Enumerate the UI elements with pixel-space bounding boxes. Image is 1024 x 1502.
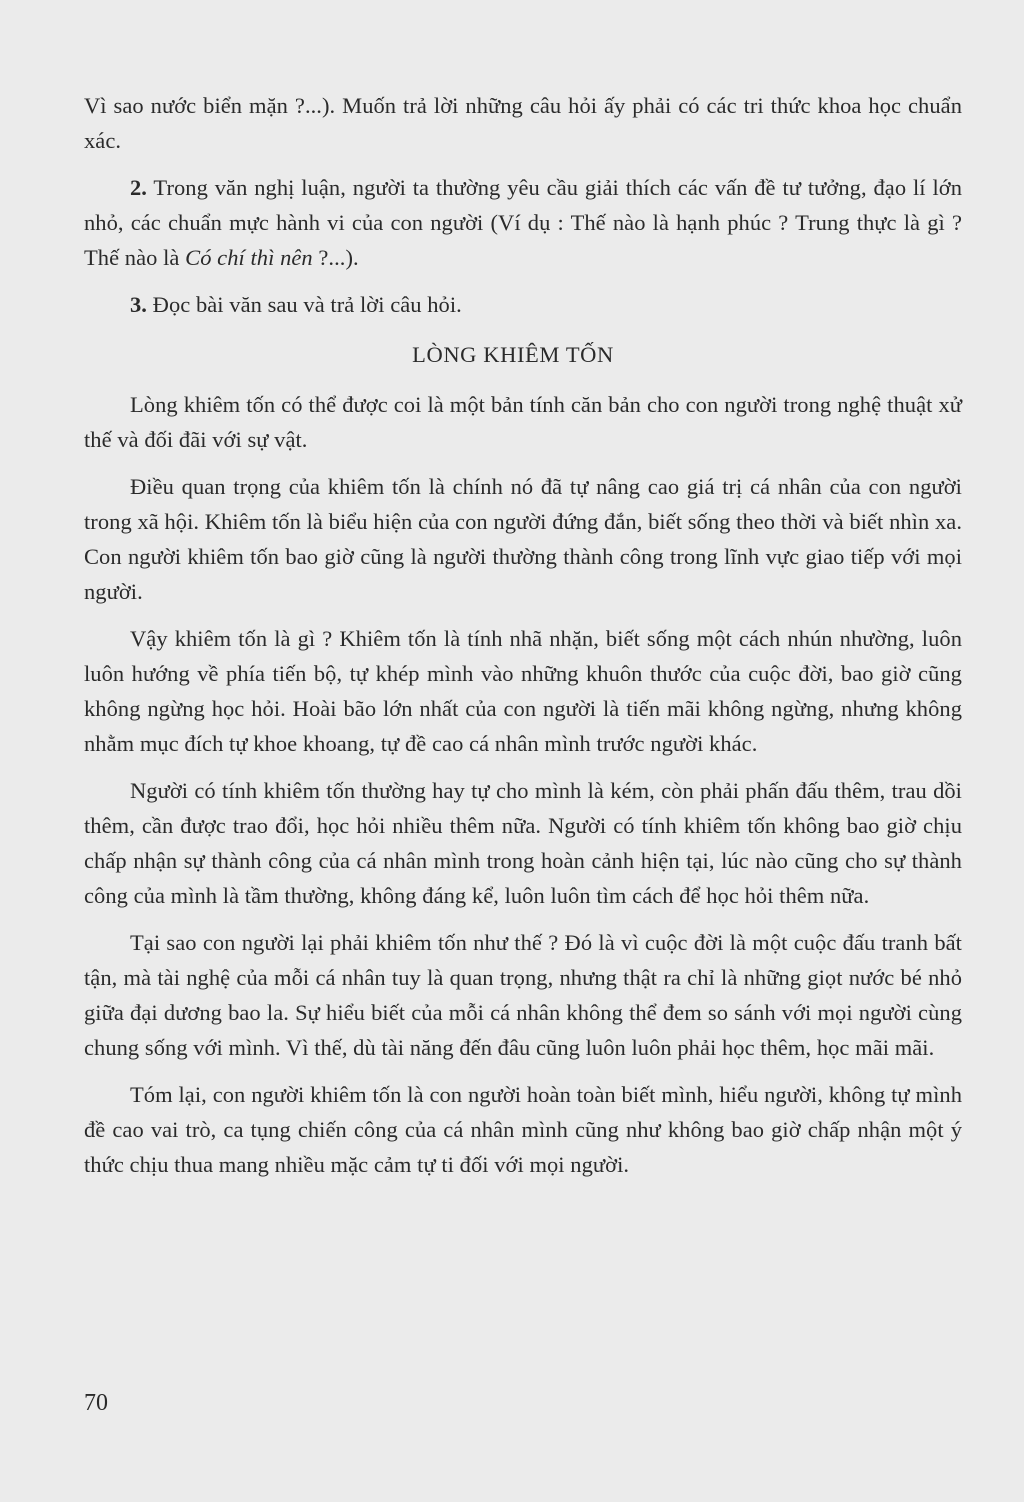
item-3-text: Đọc bài văn sau và trả lời câu hỏi. <box>146 292 462 317</box>
page-number: 70 <box>84 1390 108 1416</box>
essay-paragraph-2: Điều quan trọng của khiêm tốn là chính nó đã tự nâng cao giá trị cá nhân của con người trong xã hội. Khiêm tốn là biểu hiện của con người đứng đắn, biết sống theo thời và biết nhìn xa. Con người khiêm tốn bao giờ cũng là người thường thành công trong lĩnh vực giao tiếp với mọi người. <box>84 474 962 604</box>
item-3-number: 3. <box>130 292 147 317</box>
item-2-text-before: Trong văn nghị luận, người ta thường yêu cầu giải thích các vấn đề tư tưởng, đạo lí lớn nhỏ, các chuẩn mực hành vi của con người (Ví dụ : Thế nào là hạnh phúc ? Trung thực là gì ? Thế nào là <box>84 175 962 270</box>
essay-body <box>84 387 962 1182</box>
essay-paragraph-5: Tại sao con người lại phải khiêm tốn như thế ? Đó là vì cuộc đời là một cuộc đấu tranh bất tận, mà tài nghệ của mỗi cá nhân tuy là quan trọng, nhưng thật ra chỉ là những giọt nước bé nhỏ giữa đại dương bao la. Sự hiểu biết của mỗi cá nhân không thể đem so sánh với mọi người cùng chung sống với mình. Vì thế, dù tài năng đến đâu cũng luôn luôn phải học thêm, học mãi mãi. <box>84 930 962 1060</box>
exercise-item-3 <box>84 287 962 322</box>
item-2-text-after: ?...). <box>312 245 359 270</box>
essay-paragraph-1: Lòng khiêm tốn có thể được coi là một bản tính căn bản cho con người trong nghệ thuật xử thế và đối đãi với sự vật. <box>84 392 962 452</box>
essay-paragraph-3: Vậy khiêm tốn là gì ? Khiêm tốn là tính nhã nhặn, biết sống một cách nhún nhường, luôn luôn hướng về phía tiến bộ, tự khép mình vào những khuôn thước của cuộc đời, bao giờ cũng không ngừng học hỏi. Hoài bão lớn nhất của con người là tiến mãi không ngừng, nhưng không nhằm mục đích tự khoe khoang, tự đề cao cá nhân mình trước người khác. <box>84 626 962 756</box>
essay-title: LÒNG KHIÊM TỐN <box>412 342 614 367</box>
intro-paragraph: Vì sao nước biển mặn ?...). Muốn trả lời những câu hỏi ấy phải có các tri thức khoa học chuẩn xác. <box>84 93 962 153</box>
essay-paragraph-4: Người có tính khiêm tốn thường hay tự cho mình là kém, còn phải phấn đấu thêm, trau dồi thêm, cần được trao đổi, học hỏi nhiều thêm nữa. Người có tính khiêm tốn không bao giờ chịu chấp nhận sự thành công của cá nhân mình trong hoàn cảnh hiện tại, lúc nào cũng cho sự thành công của mình là tầm thường, không đáng kể, luôn luôn tìm cách để học hỏi thêm nữa. <box>84 778 962 908</box>
item-2-italic-phrase: Có chí thì nên <box>185 245 313 270</box>
essay-paragraph-6: Tóm lại, con người khiêm tốn là con người hoàn toàn biết mình, hiểu người, không tự mình đề cao vai trò, ca tụng chiến công của cá nhân mình cũng như không bao giờ chấp nhận một ý thức chịu thua mang nhiều mặc cảm tự ti đối với mọi người. <box>84 1082 962 1177</box>
item-2-number: 2. <box>130 175 147 200</box>
exercise-item-2 <box>84 170 962 275</box>
